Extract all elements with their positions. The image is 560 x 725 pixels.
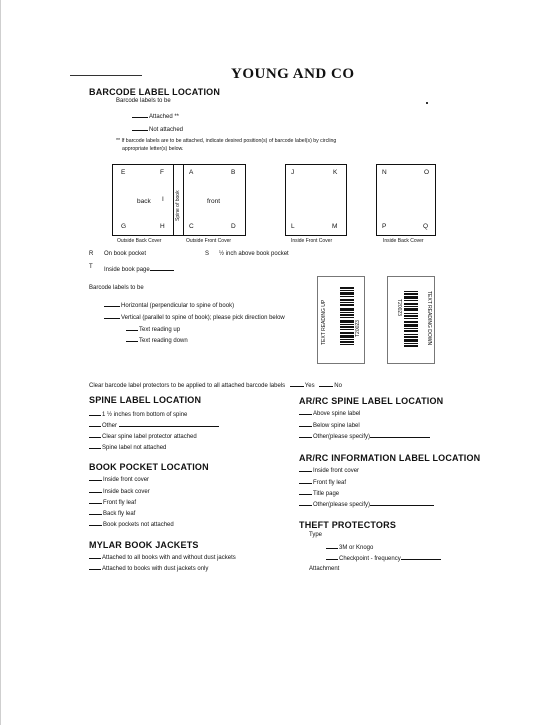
pocket-label-1: Inside front cover [103, 477, 150, 483]
horizontal-label: Horizontal (perpendicular to spine of book) [121, 303, 235, 309]
arrc-info-heading: AR/RC INFORMATION LABEL LOCATION [299, 453, 481, 463]
text-reading-up-option[interactable] [126, 324, 180, 333]
inside-book-page-blank[interactable] [150, 264, 174, 271]
mylar-label-2: Attached to books with dust jackets only [102, 566, 209, 572]
pocket-heading: BOOK POCKET LOCATION [89, 462, 209, 472]
letter-a[interactable]: A [189, 169, 194, 176]
arrc-spine-blank-1[interactable] [299, 408, 312, 415]
barcode-sample-up [317, 276, 365, 364]
mylar-option-2[interactable] [89, 563, 208, 572]
spine-label-3: Clear spine label protector attached [102, 434, 197, 440]
inside-book-page-label: Inside book page [104, 267, 150, 273]
barcode-sample-down [387, 276, 435, 364]
barcode-labels-to-be: Barcode labels to be [89, 285, 144, 291]
theft-heading: THEFT PROTECTORS [299, 520, 397, 530]
arrc-info-label-3: Title page [313, 491, 340, 497]
on-book-pocket-label: On book pocket [104, 251, 147, 257]
barcode-note-line2: appropriate letter(s) below. [122, 146, 184, 152]
letter-b[interactable]: B [231, 169, 236, 176]
pocket-blank-4[interactable] [89, 508, 102, 515]
arrc-info-label-2: Front fly leaf [313, 480, 347, 486]
spine-of-book-label: Spine of book [175, 190, 181, 221]
spine-option-2[interactable] [89, 420, 220, 429]
spine-option-4[interactable] [89, 442, 166, 451]
arrc-spine-label-1: Above spine label [313, 411, 361, 417]
attached-option[interactable] [132, 111, 179, 120]
theft-label-2: Checkpoint - frequency [339, 556, 401, 562]
text-reading-up-label: Text reading up [139, 327, 181, 333]
mylar-blank-1[interactable] [89, 552, 101, 559]
arrc-info-blank-3[interactable] [299, 488, 312, 495]
theft-type-label: Type [309, 532, 323, 538]
spine-blank-4[interactable] [89, 442, 101, 449]
letter-e[interactable]: E [121, 169, 126, 176]
pocket-blank-3[interactable] [89, 497, 102, 504]
arrc-info-other-blank[interactable] [370, 499, 434, 506]
mylar-blank-2[interactable] [89, 563, 101, 570]
arrc-spine-other-blank[interactable] [370, 431, 430, 438]
letter-q[interactable]: Q [423, 223, 429, 230]
front-cover-label: front [207, 198, 221, 205]
barcode-bars-down [404, 291, 418, 348]
barcode-note-line1: ** If barcode labels are to be attached, indicate desired position(s) of barcode label(s) by circling [116, 138, 337, 144]
outside-back-cover-caption: Outside Back Cover [117, 238, 162, 244]
protectors-no-blank[interactable] [319, 380, 333, 387]
vertical-blank[interactable] [104, 312, 120, 319]
theft-option-2[interactable] [326, 553, 442, 562]
pocket-option-4[interactable] [89, 508, 135, 517]
spine-option-1[interactable] [89, 409, 187, 418]
letter-l[interactable]: L [291, 223, 295, 230]
theft-blank-2[interactable] [326, 553, 338, 560]
letter-c[interactable]: C [189, 223, 194, 230]
arrc-spine-label-3: Other(please specify) [313, 434, 371, 440]
pocket-option-2[interactable] [89, 486, 150, 495]
spine-divider-left [173, 164, 174, 236]
above-book-pocket-label: ½ inch above book pocket [219, 251, 289, 257]
pocket-option-5[interactable] [89, 519, 174, 528]
pocket-label-3: Front fly leaf [103, 500, 137, 506]
mylar-heading: MYLAR BOOK JACKETS [89, 540, 199, 550]
spine-heading: SPINE LABEL LOCATION [89, 395, 202, 405]
barcode-bars-up [340, 287, 354, 346]
spine-label-1: 1 ½ inches from bottom of spine [102, 412, 188, 418]
letter-k[interactable]: K [333, 169, 338, 176]
barcode-intro: Barcode labels to be [116, 98, 171, 104]
barcode-number-up: T20023 [355, 320, 361, 337]
protectors-yes-blank[interactable] [290, 380, 304, 387]
pocket-label-4: Back fly leaf [103, 511, 136, 517]
spine-option-3[interactable] [89, 431, 197, 440]
arrc-spine-option-1[interactable] [299, 408, 360, 417]
pocket-option-1[interactable] [89, 474, 149, 483]
protectors-yes-label: Yes [304, 383, 315, 389]
not-attached-label: Not attached [149, 127, 184, 133]
spine-blank-2[interactable] [89, 420, 101, 427]
protectors-no-label: No [334, 383, 342, 389]
pocket-blank-5[interactable] [89, 519, 102, 526]
page-edge [0, 0, 1, 725]
arrc-spine-option-3[interactable] [299, 431, 431, 440]
not-attached-blank[interactable] [132, 124, 148, 131]
attached-blank[interactable] [132, 111, 148, 118]
spine-label-4: Spine label not attached [102, 445, 167, 451]
horizontal-option[interactable] [104, 300, 234, 309]
text-reading-up-sample-label: TEXT READING UP [321, 299, 327, 345]
inside-book-page-option [104, 264, 175, 273]
barcode-heading: BARCODE LABEL LOCATION [89, 87, 221, 97]
spine-blank-3[interactable] [89, 431, 101, 438]
arrc-info-label-4: Other(please specify) [313, 502, 371, 508]
text-reading-down-blank[interactable] [126, 335, 138, 342]
mylar-label-1: Attached to all books with and without dust jackets [102, 555, 236, 561]
letter-r[interactable]: R [89, 251, 94, 257]
mylar-option-1[interactable] [89, 552, 236, 561]
header-rule [70, 75, 142, 76]
vertical-option[interactable] [104, 312, 285, 321]
theft-blank-1[interactable] [326, 542, 338, 549]
arrc-info-label-1: Inside front cover [313, 468, 360, 474]
arrc-info-option-4[interactable] [299, 499, 435, 508]
theft-option-1[interactable] [326, 542, 373, 551]
letter-i[interactable]: I [162, 196, 164, 203]
letter-n[interactable]: N [382, 169, 387, 176]
spine-label-2: Other [102, 423, 118, 429]
arrc-spine-heading: AR/RC SPINE LABEL LOCATION [299, 396, 444, 406]
letter-s[interactable]: S [205, 251, 210, 257]
outside-front-cover-caption: Outside Front Cover [186, 238, 232, 244]
letter-j[interactable]: J [291, 169, 295, 176]
pocket-blank-2[interactable] [89, 486, 102, 493]
horizontal-blank[interactable] [104, 300, 120, 307]
spine-other-blank[interactable] [119, 420, 219, 427]
arrc-info-blank-1[interactable] [299, 465, 312, 472]
text-reading-down-label: Text reading down [139, 338, 188, 344]
inside-front-cover-caption: Inside Front Cover [291, 238, 333, 244]
spine-divider-right [183, 164, 184, 236]
text-reading-up-blank[interactable] [126, 324, 138, 331]
attached-label: Attached ** [149, 114, 180, 120]
inside-back-cover-caption: Inside Back Cover [383, 238, 424, 244]
arrc-info-blank-4[interactable] [299, 499, 312, 506]
arrc-info-blank-2[interactable] [299, 477, 312, 484]
spine-blank-1[interactable] [89, 409, 101, 416]
arrc-spine-blank-3[interactable] [299, 431, 312, 438]
theft-label-1: 3M or Knogo [339, 545, 374, 551]
arrc-info-option-3[interactable] [299, 488, 339, 497]
letter-d[interactable]: D [231, 223, 236, 230]
letter-t[interactable]: T [89, 264, 93, 270]
letter-g[interactable]: G [121, 223, 127, 230]
letter-f[interactable]: F [160, 169, 164, 176]
vertical-label: Vertical (parallel to spine of book); please pick direction below [121, 315, 285, 321]
letter-h[interactable]: H [160, 223, 165, 230]
pocket-blank-1[interactable] [89, 474, 102, 481]
barcode-number-down: T20023 [396, 299, 402, 316]
arrc-spine-label-2: Below spine label [313, 423, 360, 429]
letter-m[interactable]: M [332, 223, 338, 230]
pocket-label-5: Book pockets not attached [103, 522, 174, 528]
protectors-line [89, 380, 342, 389]
theft-frequency-blank[interactable] [401, 553, 441, 560]
theft-attachment-label: Attachment [309, 566, 340, 572]
letter-p[interactable]: P [382, 223, 387, 230]
arrc-info-option-1[interactable] [299, 465, 359, 474]
company-title: YOUNG AND CO [231, 66, 355, 82]
arrc-spine-blank-2[interactable] [299, 420, 312, 427]
arrc-spine-option-2[interactable] [299, 420, 360, 429]
back-cover-label: back [137, 198, 151, 205]
arrc-info-option-2[interactable] [299, 477, 346, 486]
text-reading-down-sample-label: TEXT READING DOWN [426, 291, 432, 346]
text-reading-down-option[interactable] [126, 335, 188, 344]
stray-dot [426, 102, 428, 104]
pocket-option-3[interactable] [89, 497, 136, 506]
pocket-label-2: Inside back cover [103, 489, 150, 495]
not-attached-option[interactable] [132, 124, 183, 133]
protectors-label: Clear barcode label protectors to be applied to all attached barcode labels [89, 383, 286, 389]
letter-o[interactable]: O [424, 169, 430, 176]
